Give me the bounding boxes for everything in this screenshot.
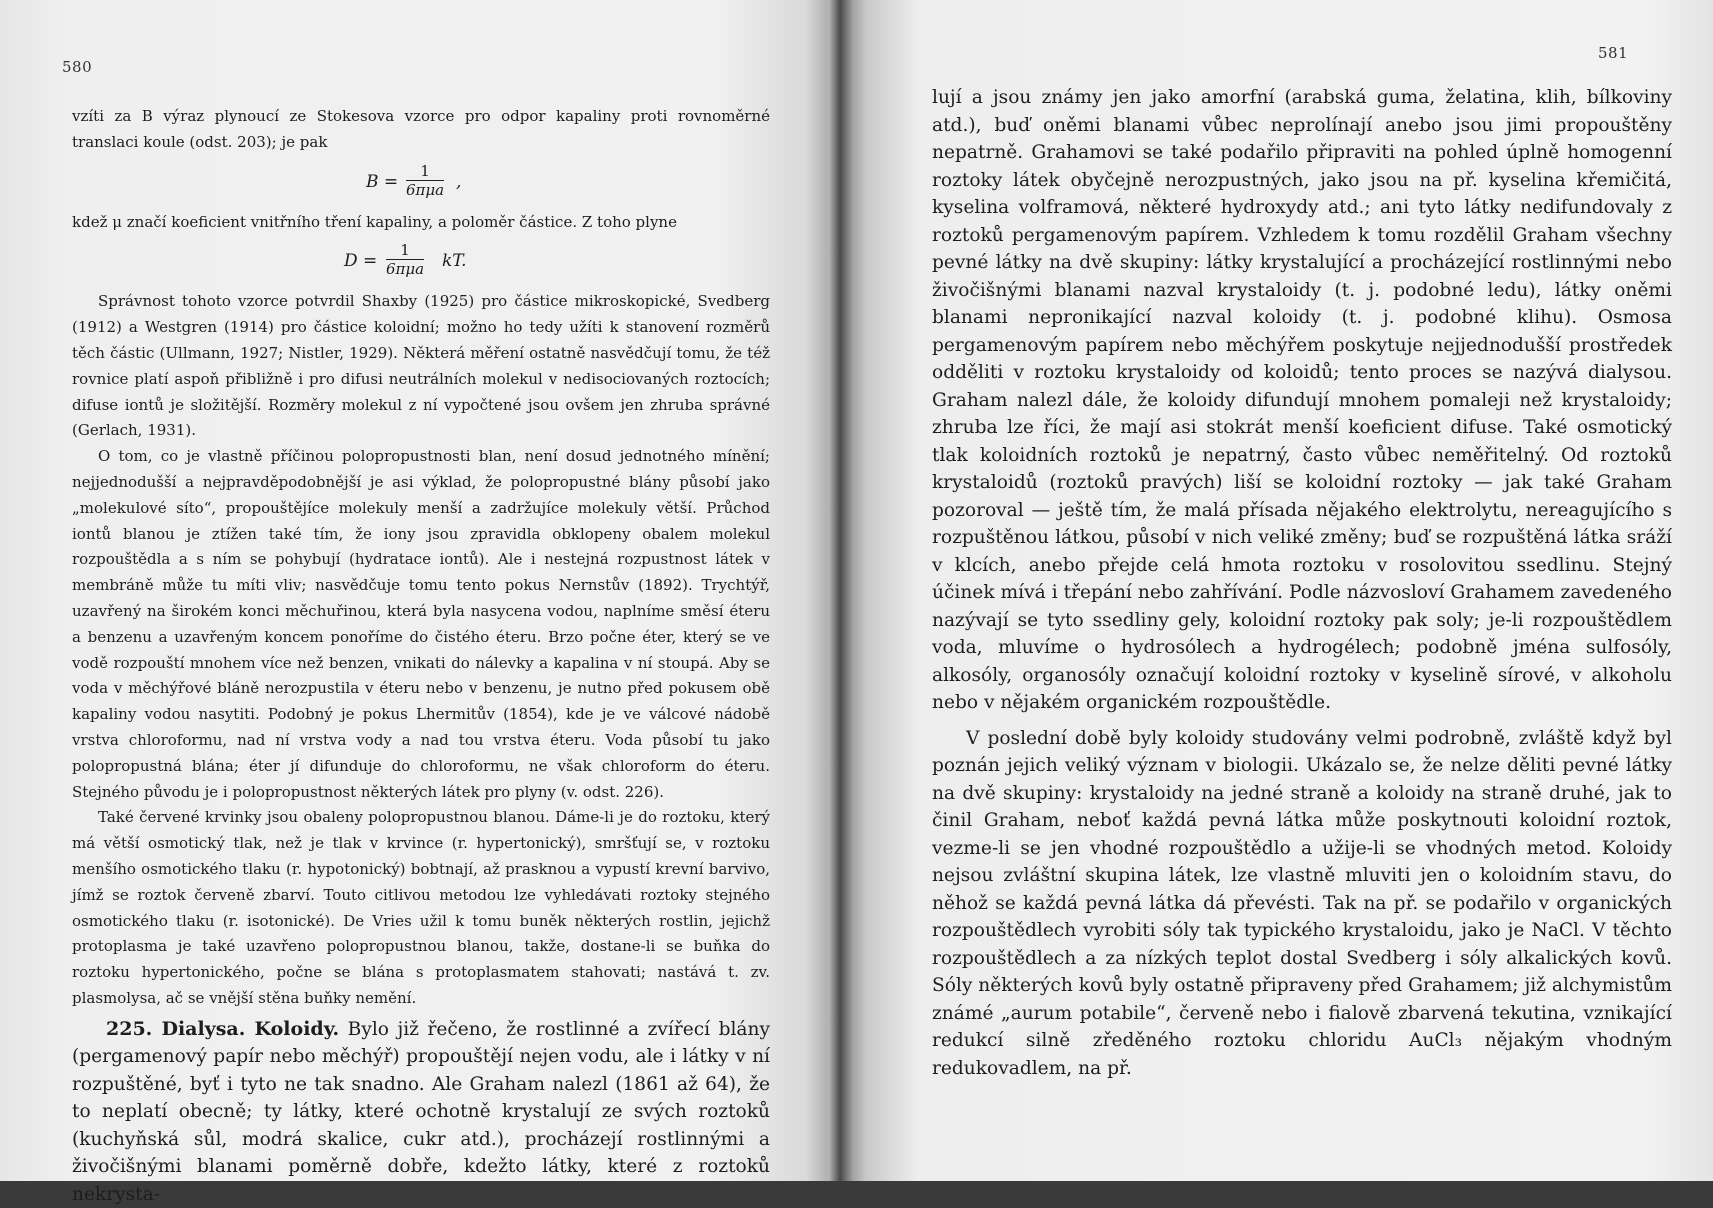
formula-stokes bbox=[72, 156, 770, 210]
formula-numerator: 1 bbox=[386, 241, 424, 260]
left-page bbox=[0, 0, 840, 1205]
paragraph: kdež μ značí koeficient vnitřního tření kapaliny, a poloměr částice. Z toho plyne bbox=[72, 212, 677, 231]
section-heading: 225. Dialysa. Koloidy. bbox=[106, 1017, 340, 1040]
paragraph: V poslední době byly koloidy studovány velmi podrobně, zvláště když byl poznán jejich veliký význam v biologii. Ukázalo se, že nelze děliti pevné látky na dvě skupiny: krystaloidy na jedné straně a koloidy na straně druhé, jak to činil Graham, neboť každá pevná látka může poskytnouti koloidní roztok, vezme-li se jen vhodné rozpouštědlo a užije-li se vhodných metod. Koloidy nejsou zvláštní skupina látek, lze vlastně mluviti jen o koloidním stavu, do něhož se každá pevná látka dá převésti. Tak na př. se podařilo v organických rozpouštědlech vyrobiti sóly tak typického krystaloidu, jako je NaCl. V těchto rozpouštědlech a za nízkých teplot dostal Svedberg i sóly alkalických kovů. Sóly některých kovů byly ostatně připraveny před Grahamem; již alchymistům známé „aurum potabile“, červeně nebo i fialově zbarvená tekutina, vznikající redukcí silně zředěného roztoku chloridu AuCl₃ nějakým vhodným redukovadlem, na př. bbox=[932, 727, 1672, 1079]
book-gutter bbox=[828, 0, 852, 1181]
right-page bbox=[840, 0, 1713, 1181]
paragraph: O tom, co je vlastně příčinou polopropustnosti blan, není dosud jednotného mínění; nejjednodušší a nejpravděpodobnější je asi výklad, že polopropustné blány působí jako „molekulové síto“, propouštějíce molekuly menší a zadržujíce molekuly větší. Průchod iontů blanou je ztížen také tím, že iony jsou zpravidla obklopeny obalem molekul rozpouštědla a s ním se pohybují (hydratace iontů). Ale i nestejná rozpustnost látek v membráně může tu míti vliv; nasvědčuje tomu tento pokus Nernstův (1892). Trychtýř, uzavřený na širokém konci měchuřinou, která byla nasycena vodou, naplníme směsí éteru a benzenu a uzavřeným koncem ponoříme do čistého éteru. Brzo počne éter, který se ve vodě rozpouští mnohem více než benzen, vnikati do nálevky a kapalina v ní stoupá. Aby se voda v měchýřové bláně nerozpustila v éteru nebo v benzenu, je nutno před pokusem obě kapaliny vodou nasytiti. Podobný je pokus Lhermitův (1854), kde je ve válcové nádobě vrstva chloroformu, nad ní vrstva vody a nad tou vrstva éteru. Voda působí tu jako polopropustná blána; éter jí difunduje do chloroformu, ne však chloroform do éteru. Stejného původu je i polopropustnost některých látek pro plyny (v. odst. 226). bbox=[72, 447, 770, 801]
paragraph: vzíti za B výraz plynoucí ze Stokesova vzorce pro odpor kapaliny proti rovnoměrné translaci koule (odst. 203); je pak bbox=[72, 107, 770, 151]
paragraph: Také červené krvinky jsou obaleny polopropustnou blanou. Dáme-li je do roztoku, který má větší osmotický tlak, než je tlak v krvince (r. hypertonický), smršťují se, v roztoku menšího osmotického tlaku (r. hypotonický) bobtnají, až prasknou a vypustí krevní barvivo, jímž se roztok červeně zbarví. Touto citlivou metodou lze vyhledávati roztoky stejného osmotického tlaku (r. isotonické). De Vries užil k tomu buněk některých rostlin, jejichž protoplasma je také uzavřeno polopropustnou blanou, takže, dostane-li se buňka do roztoku hypertonického, počne se blána s protoplasmatem stahovati; nastává t. zv. plasmolysa, ač se vnější stěna buňky nemění. bbox=[72, 808, 770, 1007]
formula-denominator: 6πμa bbox=[386, 260, 425, 279]
formula-diffusion bbox=[72, 235, 770, 289]
left-text-column bbox=[72, 104, 770, 1208]
paragraph bbox=[72, 1016, 770, 1208]
section-225 bbox=[72, 1016, 770, 1208]
formula-tail: kT. bbox=[442, 251, 467, 272]
page-number: 580 bbox=[62, 58, 93, 76]
right-text-column bbox=[932, 84, 1672, 1082]
formula-lhs: B = bbox=[366, 171, 399, 192]
page-number: 581 bbox=[1598, 44, 1629, 62]
formula-denominator: 6πμa bbox=[406, 180, 445, 199]
formula-tail: , bbox=[456, 171, 462, 192]
formula-lhs: D = bbox=[344, 251, 378, 272]
formula-fraction bbox=[406, 162, 444, 199]
formula-numerator: 1 bbox=[406, 162, 444, 181]
paragraph: lují a jsou známy jen jako amorfní (arabská guma, želatina, klih, bílkoviny atd.), buď oněmi blanami vůbec neprolínají anebo jsou jimi propouštěny nepatrně. Grahamovi se také podařilo připraviti na pohled úplně homogenní roztoky látek obyčejně nerozpustných, jako jsou na př. kyselina křemičitá, kyselina volframová, některé hydroxydy atd.; ani tyto látky nedifundovaly z roztoků pergamenovým papírem. Vzhledem k tomu rozdělil Graham všechny pevné látky na dvě skupiny: látky krystalující a procházející rostlinnými nebo živočišnými blanami nazval krystaloidy (t. j. podobné ledu), látky oněmi blanami nepronikající nazval koloidy (t. j. podobné klihu). Osmosa pergamenovým papírem nebo měchýřem poskytuje nejjednodušší prostředek odděliti v roztoku krystaloidy od koloidů; tento proces se nazývá dialysou. Graham nalezl dále, že koloidy difundují mnohem pomaleji než krystaloidy; zhruba lze říci, že mají asi stokrát menší koeficient difuse. Také osmotický tlak koloidních roztoků je nepatrný, často vůbec neměřitelný. Od roztoků krystaloidů (roztoků pravých) liší se koloidní roztoky — jak také Graham pozoroval — ještě tím, že malá přísada nějakého elektrolytu, nereagujícího s rozpuštěnou látkou, působí v nich veliké změny; buď se rozpuštěná látka sráží v klcích, anebo přejde celá hmota roztoku v rosolovitou ssedlinu. Stejný účinek mívá i třepání nebo zahřívání. Podle názvosloví Grahamem zavedeného nazývají se tyto ssedliny gely, koloidní roztoky pak soly; je-li rozpouštědlem voda, mluvíme o hydrosólech a hydrogélech; podobně jména sulfosóly, alkosóly, organosóly označují koloidní roztoky v kyselině sírové, v alkoholu nebo v nějakém organickém rozpouštědle. bbox=[932, 87, 1672, 713]
section-text: Bylo již řečeno, že rostlinné a zvířecí blány (pergamenový papír nebo měchýř) propouštějí nejen vodu, ale i látky v ní rozpuštěné, byť i tyto ne tak snadno. Ale Graham nalezl (1861 až 64), že to neplatí obecně; ty látky, které ochotně krystalují ze svých roztoků (kuchyňská sůl, modrá skalice, cukr atd.), procházejí rostlinnými a živočišnými blanami poměrně dobře, kdežto látky, které z roztoků nekrysta- bbox=[72, 1018, 770, 1205]
formula-fraction bbox=[386, 241, 424, 278]
paragraph: Správnost tohoto vzorce potvrdil Shaxby (1925) pro částice mikroskopické, Svedberg (1912) a Westgren (1914) pro částice koloidní; možno ho tedy užíti k stanovení rozměrů těch částic (Ullmann, 1927; Nistler, 1929). Některá měření ostatně nasvědčují tomu, že též rovnice platí aspoň přibližně i pro difusi neutrálních molekul v nedisociovaných roztocích; difuse iontů je složitější. Rozměry molekul z ní vypočtené jsou ovšem jen zhruba správné (Gerlach, 1931). bbox=[72, 292, 770, 440]
